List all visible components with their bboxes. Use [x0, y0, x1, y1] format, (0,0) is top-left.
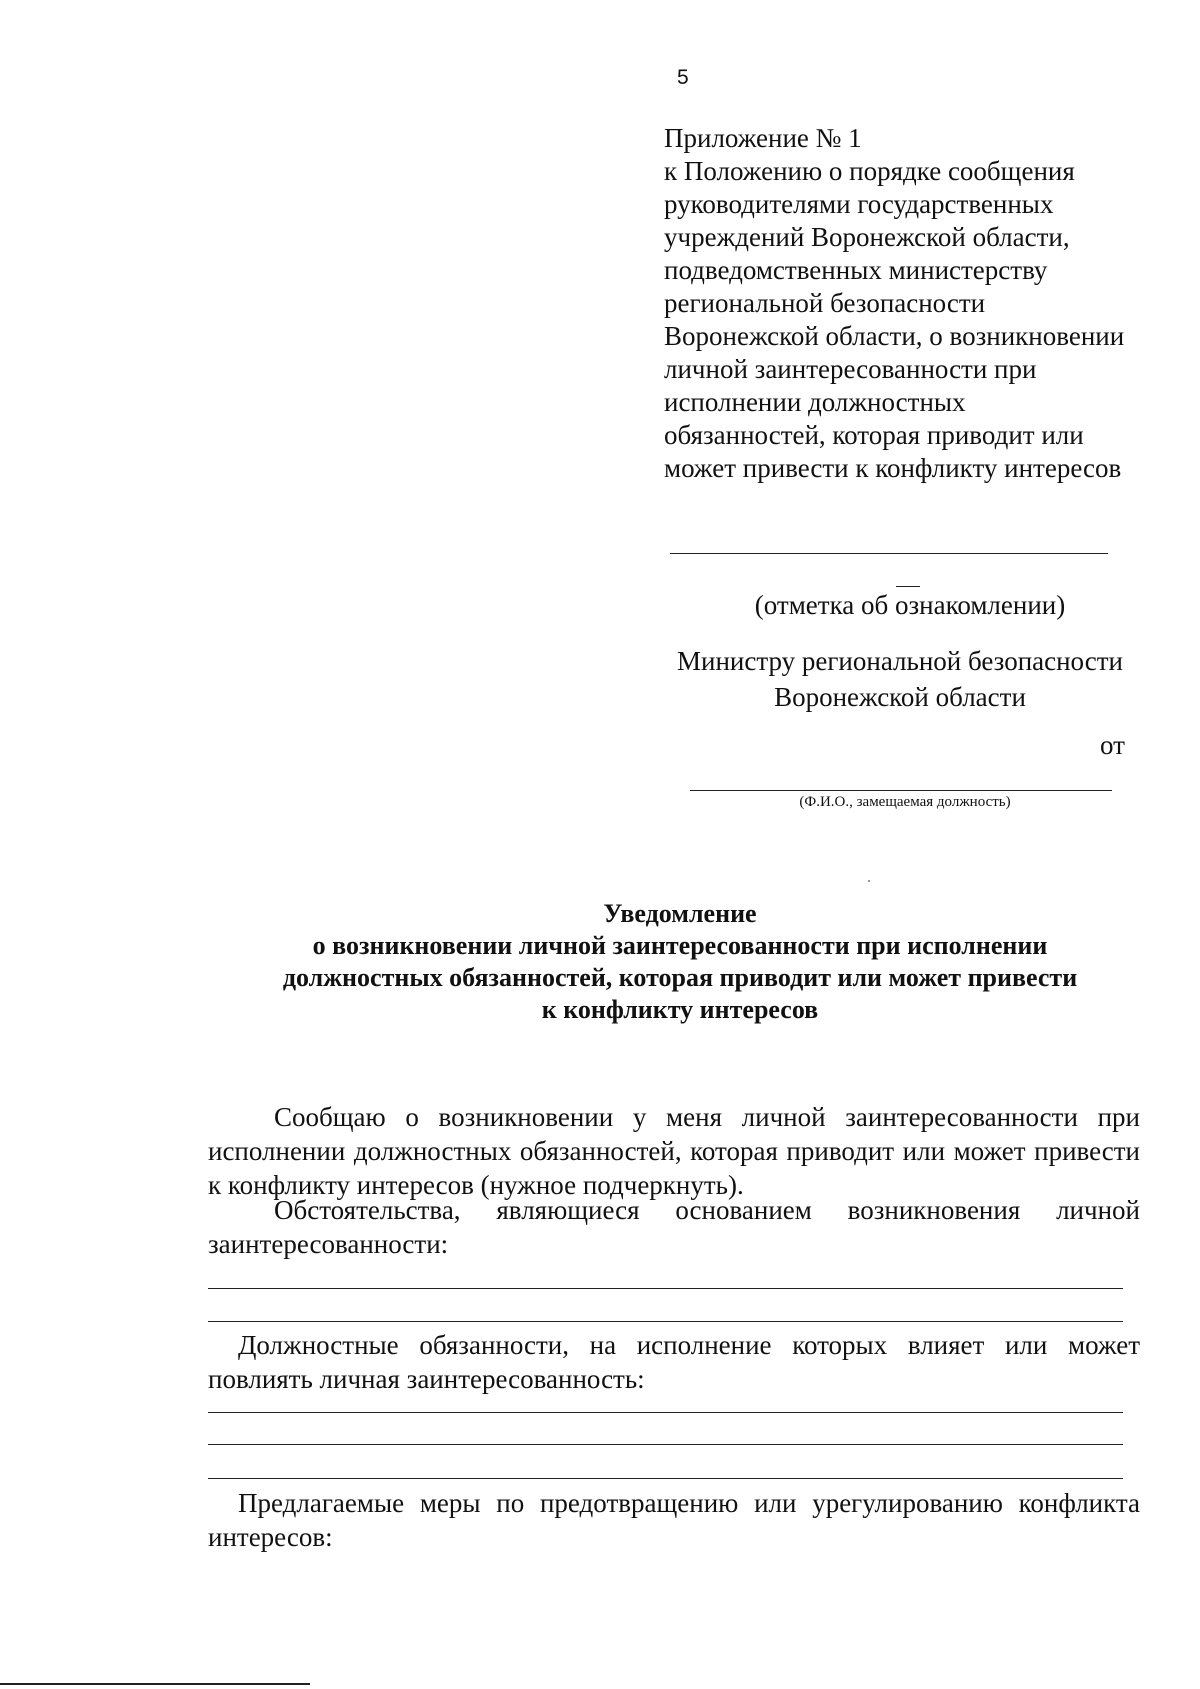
appendix-line: учреждений Воронежской области, — [664, 222, 1070, 252]
fill-line — [208, 1288, 1123, 1289]
acknowledgement-caption: (отметка об ознакомлении) — [754, 590, 1066, 620]
appendix-line: руководителями государственных — [664, 189, 1054, 219]
appendix-line: подведомственных министерству — [664, 255, 1048, 285]
title-line: должностных обязанностей, которая приводит или может привести — [282, 963, 1078, 992]
addressee-line: Министру региональной безопасности — [677, 646, 1123, 676]
acknowledgement-dash — [896, 586, 920, 587]
document-title — [160, 898, 1200, 1026]
title-line: к конфликту интересов — [541, 995, 819, 1024]
notice-paragraph: Сообщаю о возникновении у меня личной заинтересованности при исполнении должностных обязанностей, которая приводит или может привести к конфликту интересов (нужное подчеркнуть). — [208, 1102, 1140, 1200]
addressee — [660, 643, 1140, 715]
fio-caption: (Ф.И.О., замещаемая должность) — [799, 794, 1011, 810]
appendix-line: может привести к конфликту интересов — [664, 453, 1122, 483]
measures-paragraph: Предлагаемые меры по предотвращению или урегулированию конфликта интересов: — [208, 1488, 1140, 1552]
appendix-line: исполнении должностных — [664, 387, 966, 417]
title-line: о возникновении личной заинтересованности при исполнении — [312, 931, 1048, 960]
title-line: Уведомление — [603, 899, 757, 928]
appendix-header — [664, 122, 1184, 485]
fio-line — [690, 790, 1112, 791]
addressee-line: Воронежской области — [774, 682, 1026, 712]
fill-line — [208, 1478, 1123, 1479]
acknowledgement-signature-line — [670, 553, 1108, 554]
circumstances-line: заинтересованности: — [208, 1229, 449, 1259]
duties-paragraph: Должностные обязанности, на исполнение которых влияет или может повлиять личная заинтересованность: — [208, 1330, 1140, 1394]
appendix-line: к Положению о порядке сообщения — [664, 156, 1075, 186]
circumstances-line: Обстоятельства, являющиеся основанием возникновения личной — [274, 1195, 1140, 1225]
page-edge-line — [0, 1683, 310, 1685]
from-label: от — [1100, 730, 1125, 760]
appendix-line: Приложение № 1 — [664, 123, 862, 153]
appendix-line: Воронежской области, о возникновении — [664, 321, 1125, 351]
scan-speck — [868, 880, 870, 882]
appendix-line: региональной безопасности — [664, 288, 986, 318]
fill-line — [208, 1412, 1123, 1413]
appendix-line: обязанностей, которая приводит или — [664, 420, 1084, 450]
circumstances-paragraph — [208, 1193, 1140, 1261]
page-number: 5 — [677, 66, 689, 89]
appendix-line: личной заинтересованности при — [664, 354, 1037, 384]
fill-line — [208, 1321, 1123, 1322]
fill-line — [208, 1444, 1123, 1445]
